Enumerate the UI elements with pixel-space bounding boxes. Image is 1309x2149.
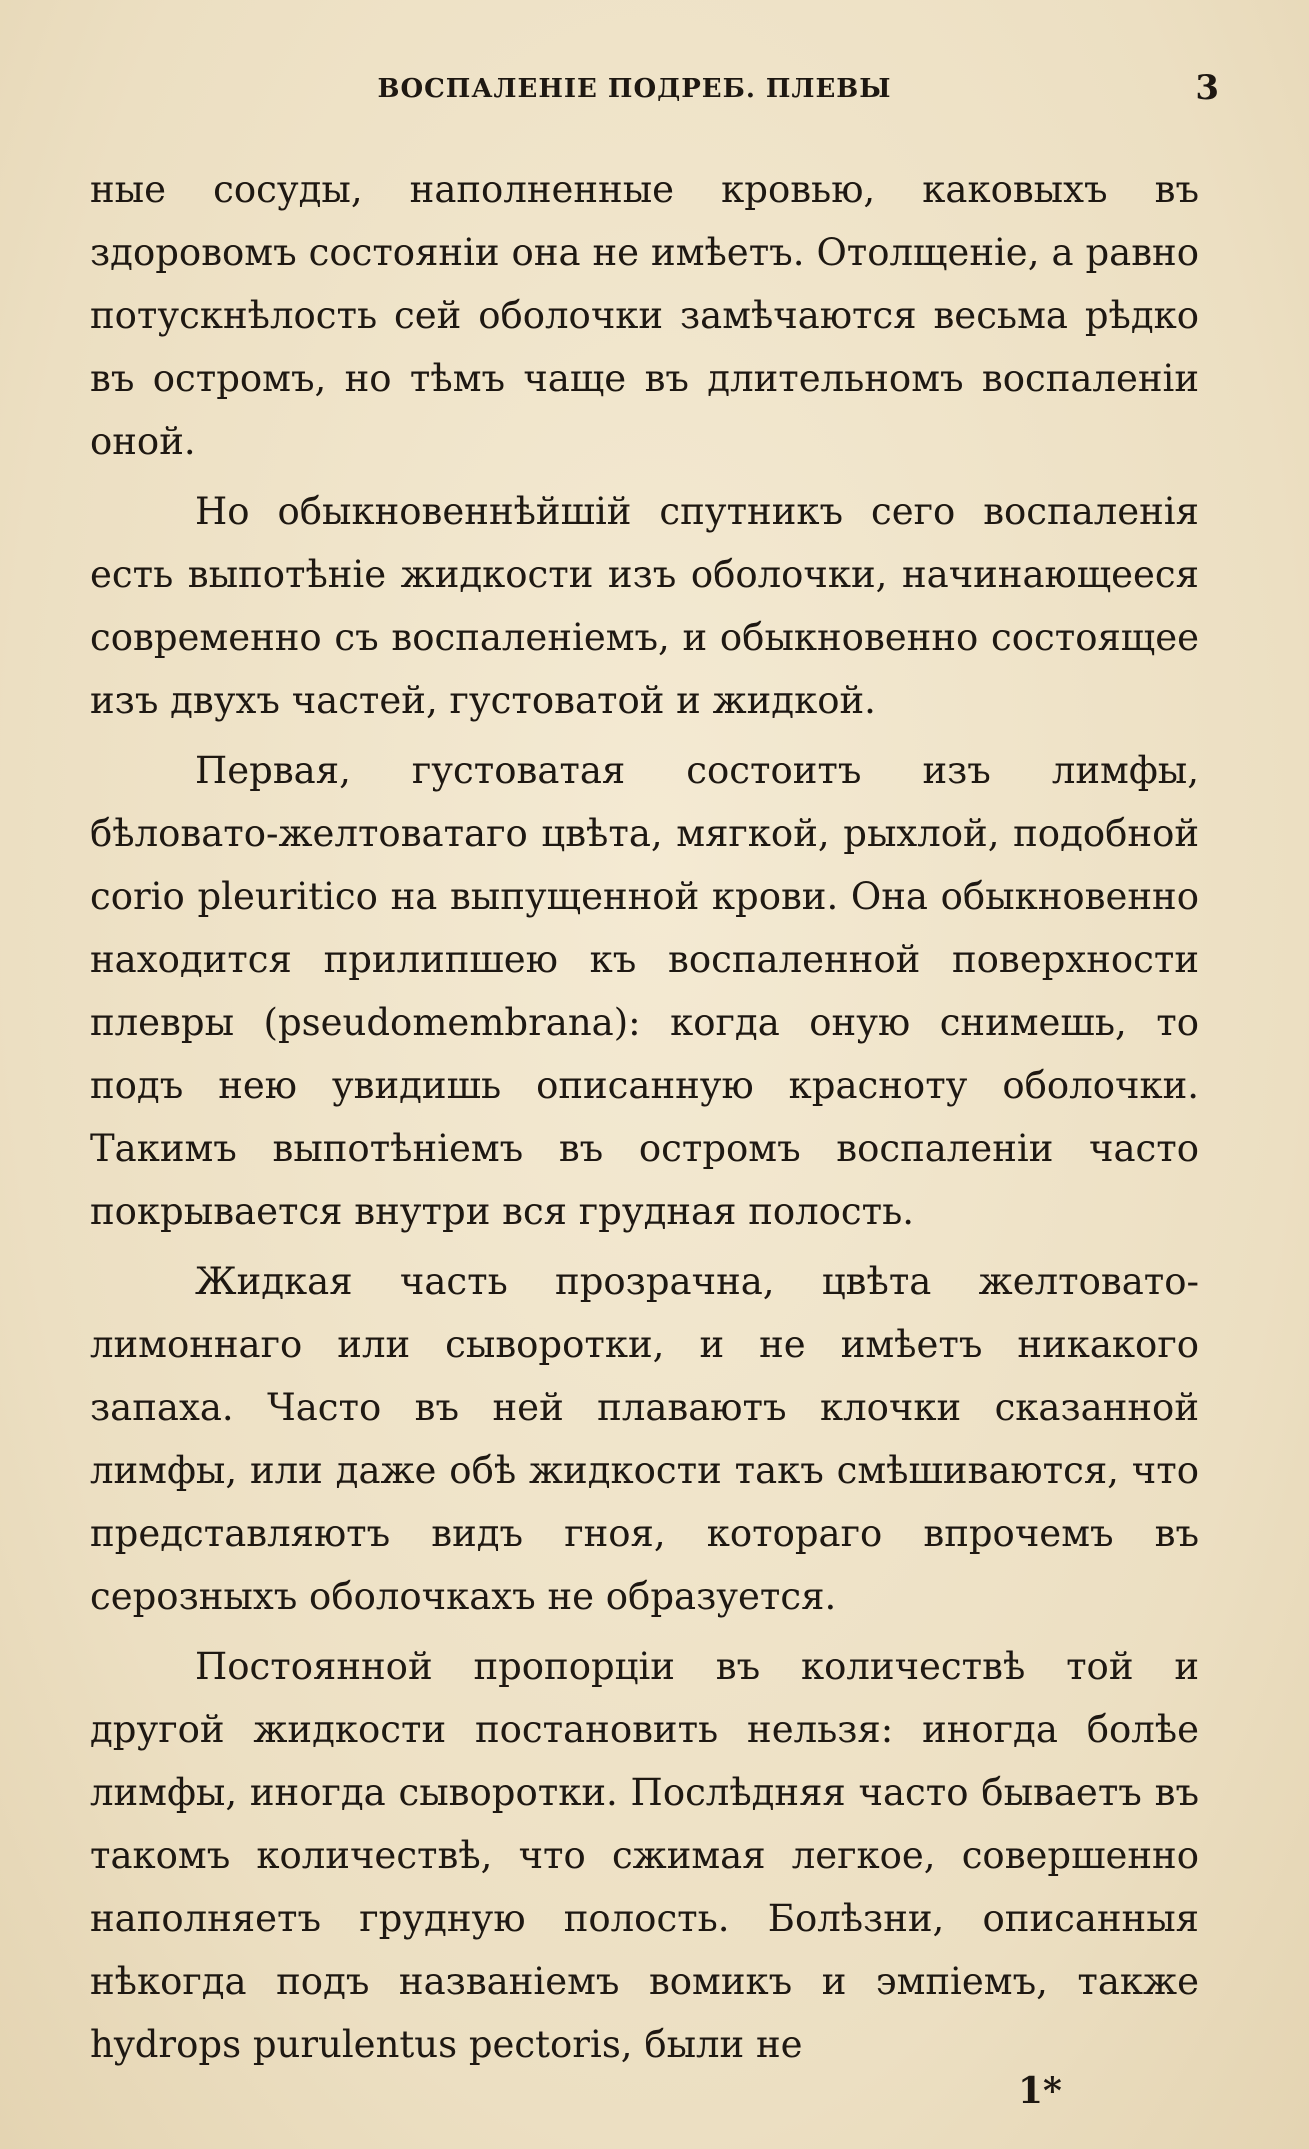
running-title: ВОСПАЛЕНІЕ ПОДРЕБ. ПЛЕВЫ: [377, 74, 892, 104]
body-text: [90, 158, 1199, 2076]
paragraph: ные сосуды, наполненные кровью, каковыхъ въ здоровомъ состояніи она не имѣетъ. Отолщеніе, а равно потускнѣлость сей оболочки замѣчаются весьма рѣдко въ остромъ, но тѣмъ чаще въ длительномъ воспаленіи оной.: [90, 168, 1199, 463]
page-number: 3: [1195, 68, 1219, 108]
paragraph: Жидкая часть прозрачна, цвѣта желтовато-лимоннаго или сыворотки, и не имѣетъ никакого запаха. Часто въ ней плаваютъ клочки сказанной лимфы, или даже обѣ жидкости такъ смѣшиваются, что представляютъ видъ гноя, котораго впрочемъ въ серозныхъ оболочкахъ не образуется.: [90, 1260, 1199, 1618]
paragraph: Постоянной пропорціи въ количествѣ той и другой жидкости постановить нельзя: иногда болѣе лимфы, иногда сыворотки. Послѣдняя часто бываетъ въ такомъ количествѣ, что сжимая легкое, совершенно наполняетъ грудную полость. Болѣзни, описанныя нѣкогда подъ названіемъ вомикъ и эмпіемъ, также hydrops purulentus pectoris, были не: [90, 1645, 1199, 2066]
paragraph: Первая, густоватая состоитъ изъ лимфы, бѣловато-желтоватаго цвѣта, мягкой, рыхлой, подобной corio pleuritico на выпущенной крови. Она обыкновенно находится прилипшею къ воспаленной поверхности плевры (pseudomembrana): когда оную снимешь, то подъ нею увидишь описанную красноту оболочки. Такимъ выпотѣніемъ въ остромъ воспаленіи часто покрывается внутри вся грудная полость.: [90, 749, 1199, 1233]
page-header: [90, 0, 1219, 110]
paragraph: Но обыкновеннѣйшій спутникъ сего воспаленія есть выпотѣніе жидкости изъ оболочки, начинающееся современно съ воспаленіемъ, и обыкновенно состоящее изъ двухъ частей, густоватой и жидкой.: [90, 490, 1199, 722]
signature-mark: 1*: [1018, 2070, 1062, 2112]
